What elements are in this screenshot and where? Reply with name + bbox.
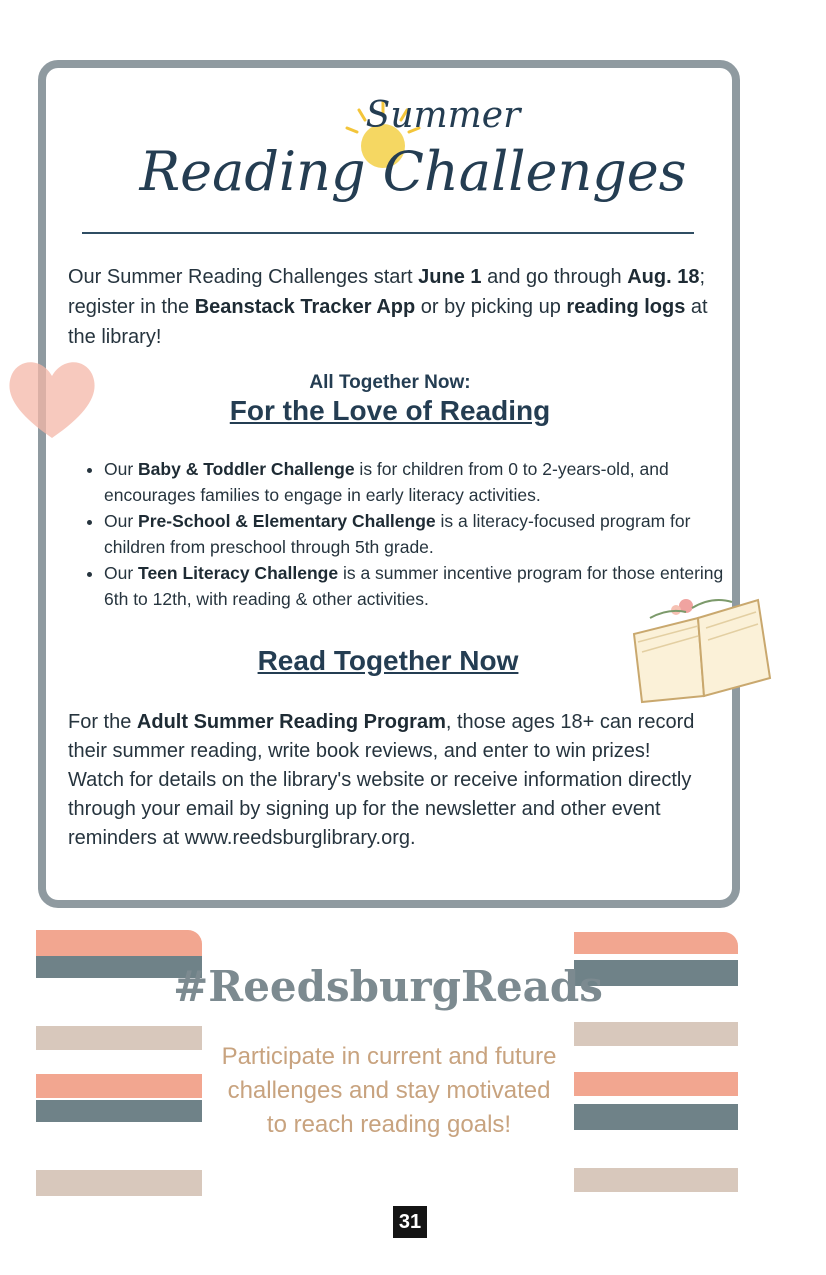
stripe-salmon — [574, 932, 738, 954]
stripe-tan — [574, 1022, 738, 1046]
stripe-tan — [36, 1170, 202, 1196]
intro-paragraph: Our Summer Reading Challenges start June 1 and go through Aug. 18; register in the Beanstack Tracker App or by picking up reading logs at the library! — [68, 266, 708, 348]
stripe-salmon — [36, 930, 202, 956]
list-item: • Our Pre-School & Elementary Challenge is a literacy-focused program for children from preschool through 5th grade. — [104, 508, 744, 560]
stripe-tan — [574, 1168, 738, 1192]
adult-program-paragraph: For the Adult Summer Reading Program, those ages 18+ can record their summer reading, write book reviews, and enter to win prizes! Watch for details on the library's website or receive information directly through your email by signing up for the newsletter and other event reminders at www.reedsburglibrary.org. — [68, 711, 695, 849]
title-reading-challenges: Reading Challenges — [139, 140, 687, 203]
stripe-slate — [574, 1104, 738, 1130]
section2-heading: Read Together Now — [257, 645, 519, 676]
section1-kicker: All Together Now: — [309, 372, 471, 393]
list-item: • Our Teen Literacy Challenge is a summer incentive program for those entering 6th to 12th, with reading & other activities. — [104, 560, 744, 612]
stripe-salmon — [574, 1072, 738, 1096]
list-item: • Our Baby & Toddler Challenge is for children from 0 to 2-years-old, and encourages families to engage in early literacy activities. — [104, 456, 744, 508]
stripe-salmon — [36, 1074, 202, 1098]
promo-text: Participate in current and future challenges and stay motivated to reach reading goals! — [221, 1043, 557, 1138]
page-number: 31 — [393, 1206, 427, 1238]
hashtag-heading: #ReedsburgReads — [173, 962, 603, 1011]
title-summer: Summer — [365, 95, 521, 136]
stripe-slate — [36, 1100, 202, 1122]
stripe-tan — [36, 1026, 202, 1050]
section1-heading: For the Love of Reading — [229, 395, 551, 426]
title-divider — [82, 232, 694, 234]
